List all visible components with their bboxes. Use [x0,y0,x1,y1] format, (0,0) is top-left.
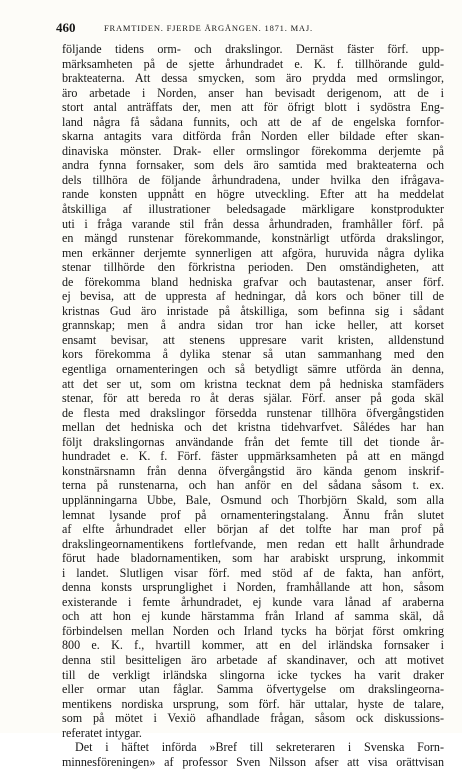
text-line: egentliga ornamenteringen och så betydligt sämre utförda än denna, [62,362,444,377]
text-line: åtskilliga af illustrationer beledsagade märkligare konstprodukter [62,202,444,217]
text-line: drakslingeornamentikens fortlefvande, men redan ett hallt århundrade [62,536,444,551]
body-text [62,42,444,769]
text-line: en mängd runstenar förekommande, konstnärligt utförda drakslingor, [62,231,444,246]
text-line: kors förekomma å dylika stenar så utan sammanhang med den [62,347,444,362]
text-line: dinaviska mönster. Drak- eller ormslingor förekomma derjemte på [62,143,444,158]
text-line: följt drakslingornas användande från det femte till det tionde år- [62,434,444,449]
text-line: eller ormar utan fåglar. Samma öfvertygelse om drakslingeorna- [62,682,444,697]
text-line: 800 e. K. f., hvartill kommer, att en del irländska fornsaker i [62,638,444,653]
text-line: kristnas Gud äro inristade på åtskilliga, som befinna sig i sådant [62,303,444,318]
text-line: äro arbetade i Norden, anser han bevisadt derigenom, att de i [62,85,444,100]
text-line: skarna antagits vara ditförda från Norden eller bildade efter skan- [62,129,444,144]
text-line: förbindelsen mellan Norden och Irland tycks ha börjat först omkring [62,623,444,638]
text-line: konstnärsnamn från denna öfvergångstid äro kända genom inskrif- [62,463,444,478]
text-line: följande tidens orm- och drakslingor. Dernäst fäster förf. upp- [62,42,444,56]
text-line: märksamheten på de sjette århundradet e. K. f. tillhörande guld- [62,56,444,71]
text-line: upplänningarna Ubbe, Bale, Osmund och Thorbjörn Skald, som alla [62,492,444,507]
text-line: af elfte århundradet eller början af det tolfte har man prof på [62,522,444,537]
text-line: grannskap; men å andra sidan tror han icke heller, att korset [62,318,444,333]
text-line: Det i häftet införda »Bref till sekreteraren i Svenska Forn- [75,740,444,755]
text-line: i landet. Slutligen visar förf. med stöd af de fakta, han anfört, [62,565,444,580]
text-line: stenar, för att bereda ro åt deras själar. Förf. anser på goda skäl [62,391,444,406]
text-line: ensamt bevisar, att stenens uppresare varit kristen, alldenstund [62,332,444,347]
text-line: rande konsten uppnått en högre utveckling. Efter att ha meddelat [62,187,444,202]
text-line: uti i fråga varande stil från dessa århundraden, framhåller förf. på [62,216,444,231]
text-line: referatet intygar. [62,725,142,740]
text-line: existerande i femte århundradet, ej kunde vara lånad af araberna [62,594,444,609]
running-head: FRAMTIDEN. FJERDE ÅRGÅNGEN. 1871. MAJ. [104,23,313,33]
text-line: minnesföreningen» af professor Sven Nilsson afser att visa orättvisan [62,754,444,769]
text-line: som på mötet i Vexiö afhandlade frågan, såsom ock diskussions- [62,711,444,726]
text-line: de flesta med drakslingor försedda runstenar tillhöra öfvergångstiden [62,405,444,420]
text-line: denna konsts ursprunglighet i Norden, framhållande att hon, såsom [62,580,444,595]
text-line: att det ser ut, som om kristna tecknat dem på hedniska stamfäders [62,376,444,391]
text-line: mentikens nordiska ursprung, som förf. här uttalar, hyste de talare, [62,696,444,711]
page-header [56,20,448,36]
text-line: stenar tillhörde den förkristna perioden. Den omständigheten, att [62,260,444,275]
text-line: lemnat lysande prof på ornamenteringstalang. Ännu från slutet [62,507,444,522]
text-line: men erkänner derjemte synnerligen att afgöra, huruvida några dylika [62,245,444,260]
text-line: förut hade bladornamentiken, som har arabiskt ursprung, inkommit [62,551,444,566]
text-line: ej bevisa, att de uppresta af hedningar, då kors och böner till de [62,289,444,304]
text-line: mellan det hedniska och det kristna tidehvarfvet. Sålédes har han [62,420,444,435]
text-line: stort antal anträffats der, men att för öfrigt blott i sydöstra Eng- [62,100,444,115]
text-line: denna stil besitteligen äro arbetade af skandinaver, och att motivet [62,652,444,667]
text-line: brakteaterna. Att dessa smycken, som äro prydda med ormslingor, [62,71,444,86]
text-line: till de verkligt irländska slingorna icke tyckes ha varit draker [62,667,444,682]
page-number: 460 [56,20,76,35]
text-line: land några få sådana funnits, och att de af de engelska fornfor- [62,114,444,129]
text-line: dels tillhöra de följande århundradena, under hvilka den ifrågava- [62,172,444,187]
text-line: de förekomma bland hedniska grafvar och bautastenar, anser förf. [62,274,444,289]
text-line: terna på runstenarna, och han anför en del sådana såsom t. ex. [62,478,444,493]
text-line: andra fynna fornsaker, som dels äro samtida med brakteaterna och [62,158,444,173]
text-line: och att hon ej kunde härstamma från Irland af samma skäl, då [62,609,444,624]
text-line: hundradet e. K. f. Förf. fäster uppmärksamheten på att en mängd [62,449,444,464]
